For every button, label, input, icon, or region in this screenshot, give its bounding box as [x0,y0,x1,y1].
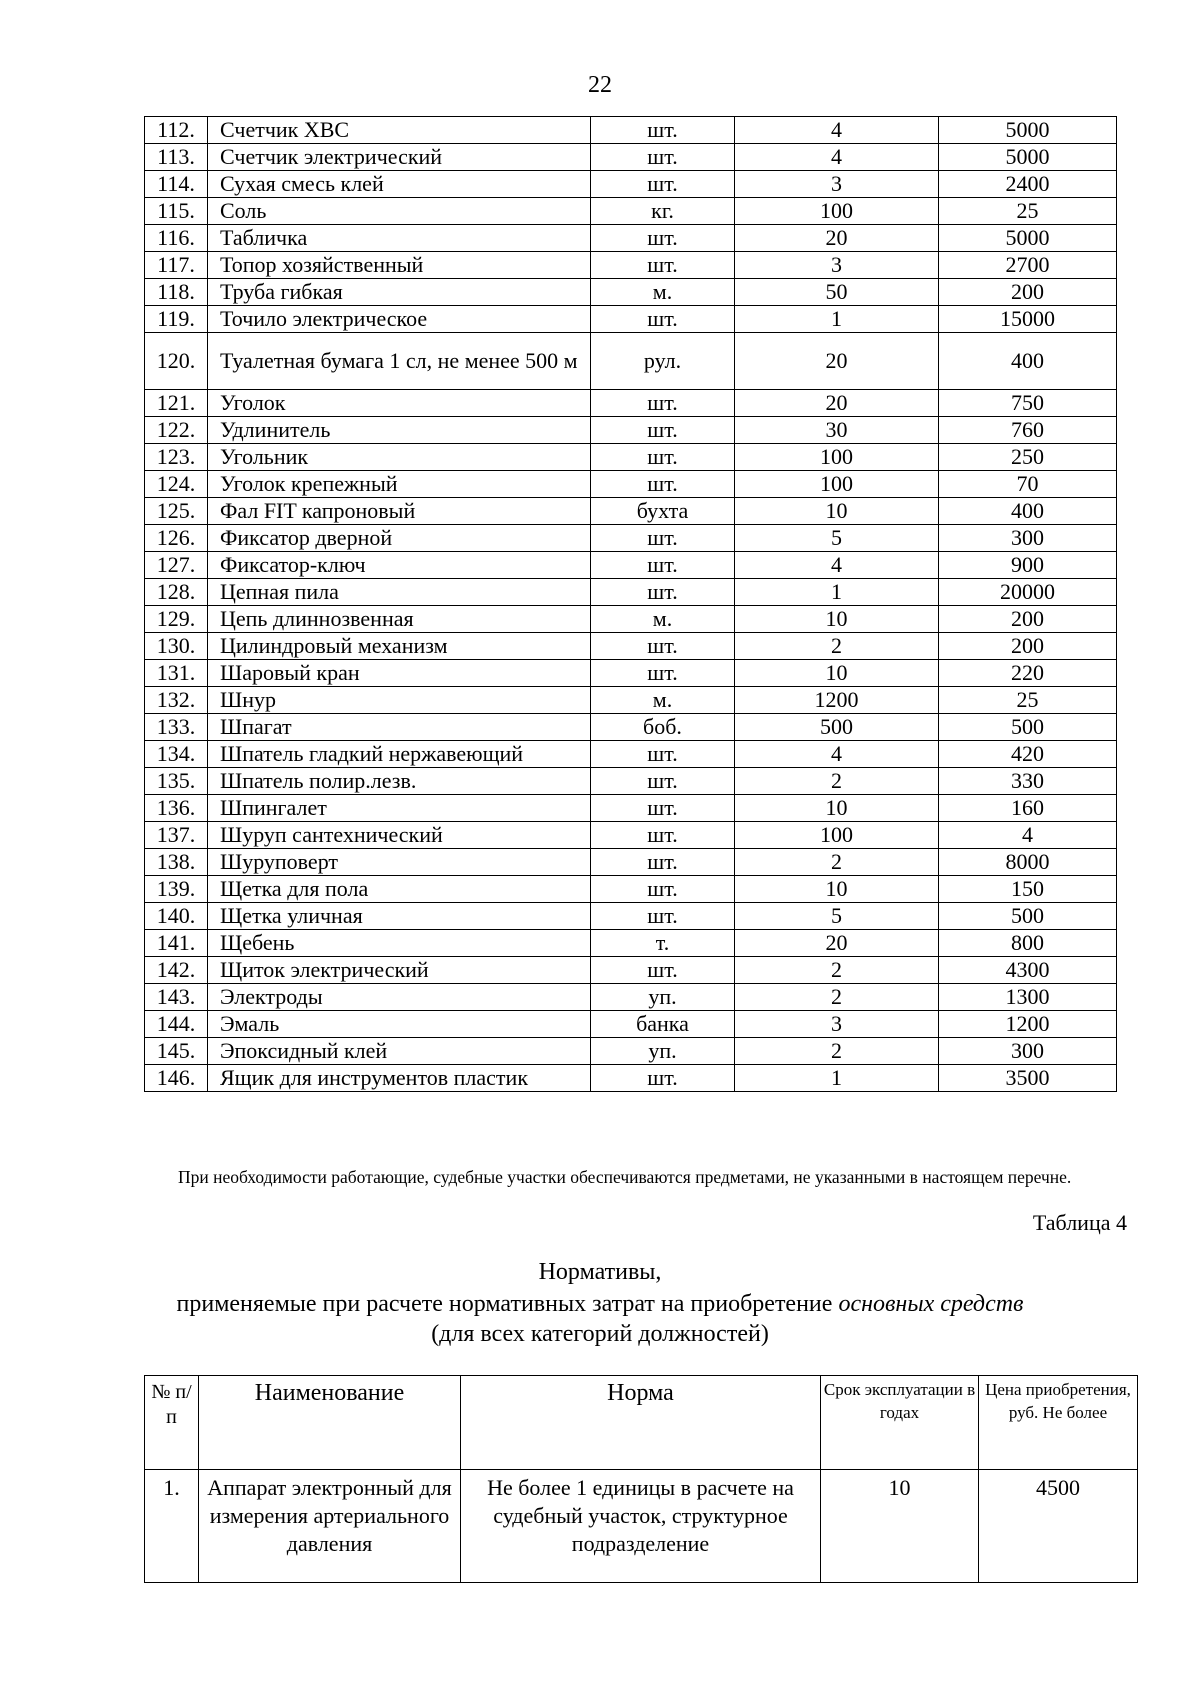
cell-num: 113. [145,144,208,171]
norms-table-row [145,1470,1138,1583]
norms-cell-term: 10 [821,1470,979,1583]
table-row [145,444,1117,471]
cell-num: 135. [145,768,208,795]
cell-num: 144. [145,1011,208,1038]
cell-qty: 2 [735,984,939,1011]
table-row [145,660,1117,687]
cell-price: 5000 [939,144,1117,171]
section-heading-subtitle [0,1291,1200,1318]
cell-price: 800 [939,930,1117,957]
table-row [145,252,1117,279]
cell-unit: шт. [591,822,735,849]
cell-num: 141. [145,930,208,957]
cell-name: Эмаль [208,1011,591,1038]
cell-qty: 1 [735,306,939,333]
cell-name: Шуруп сантехнический [208,822,591,849]
cell-unit: шт. [591,768,735,795]
cell-num: 133. [145,714,208,741]
cell-num: 136. [145,795,208,822]
table-row [145,930,1117,957]
cell-name: Точило электрическое [208,306,591,333]
cell-name: Шуруповерт [208,849,591,876]
cell-num: 137. [145,822,208,849]
table-row [145,741,1117,768]
cell-price: 1300 [939,984,1117,1011]
cell-price: 25 [939,687,1117,714]
cell-qty: 1 [735,579,939,606]
table-note: При необходимости работающие, судебные участки обеспечиваются предметами, не указанными в настоящем перечне. [178,1167,1072,1187]
cell-name: Шпингалет [208,795,591,822]
table-row [145,117,1117,144]
cell-unit: банка [591,1011,735,1038]
cell-unit: шт. [591,252,735,279]
cell-price: 420 [939,741,1117,768]
cell-qty: 100 [735,198,939,225]
cell-qty: 30 [735,417,939,444]
table-row [145,225,1117,252]
cell-num: 120. [145,333,208,390]
cell-unit: шт. [591,444,735,471]
cell-num: 117. [145,252,208,279]
cell-name: Шнур [208,687,591,714]
table-row [145,390,1117,417]
cell-name: Щетка для пола [208,876,591,903]
table-row [145,144,1117,171]
cell-num: 131. [145,660,208,687]
cell-num: 125. [145,498,208,525]
cell-name: Фиксатор-ключ [208,552,591,579]
cell-name: Щиток электрический [208,957,591,984]
table-row [145,795,1117,822]
table-row [145,687,1117,714]
cell-unit: шт. [591,876,735,903]
cell-qty: 2 [735,957,939,984]
cell-qty: 3 [735,171,939,198]
cell-qty: 10 [735,660,939,687]
table-row [145,714,1117,741]
section-heading-title: Нормативы, [538,1259,662,1285]
cell-price: 4300 [939,957,1117,984]
cell-qty: 20 [735,930,939,957]
cell-qty: 20 [735,333,939,390]
cell-name: Цепная пила [208,579,591,606]
cell-price: 2700 [939,252,1117,279]
cell-num: 118. [145,279,208,306]
cell-unit: шт. [591,660,735,687]
cell-price: 200 [939,279,1117,306]
cell-qty: 3 [735,252,939,279]
cell-name: Фиксатор дверной [208,525,591,552]
cell-name: Цепь длиннозвенная [208,606,591,633]
cell-name: Сухая смесь клей [208,171,591,198]
cell-unit: шт. [591,1065,735,1092]
cell-num: 123. [145,444,208,471]
cell-name: Туалетная бумага 1 сл, не менее 500 м [208,333,591,390]
cell-unit: боб. [591,714,735,741]
cell-num: 132. [145,687,208,714]
cell-name: Щетка уличная [208,903,591,930]
norms-cell-num: 1. [145,1470,199,1583]
table-row [145,822,1117,849]
cell-qty: 5 [735,903,939,930]
section-heading-note: (для всех категорий должностей) [431,1321,769,1347]
cell-name: Цилиндровый механизм [208,633,591,660]
cell-unit: шт. [591,903,735,930]
cell-qty: 2 [735,768,939,795]
cell-name: Ящик для инструментов пластик [208,1065,591,1092]
cell-num: 134. [145,741,208,768]
norms-table [144,1375,1138,1583]
cell-price: 200 [939,606,1117,633]
cell-unit: бухта [591,498,735,525]
table-row [145,606,1117,633]
cell-qty: 10 [735,606,939,633]
cell-unit: шт. [591,579,735,606]
cell-qty: 4 [735,117,939,144]
cell-price: 250 [939,444,1117,471]
cell-unit: рул. [591,333,735,390]
cell-price: 330 [939,768,1117,795]
cell-unit: м. [591,606,735,633]
table-row [145,633,1117,660]
cell-name: Шпагат [208,714,591,741]
cell-num: 116. [145,225,208,252]
cell-name: Шаровый кран [208,660,591,687]
cell-unit: шт. [591,471,735,498]
cell-qty: 10 [735,876,939,903]
cell-qty: 4 [735,552,939,579]
cell-price: 5000 [939,225,1117,252]
norms-table-header [145,1376,1138,1470]
cell-num: 127. [145,552,208,579]
cell-name: Счетчик ХВС [208,117,591,144]
cell-price: 4 [939,822,1117,849]
cell-unit: шт. [591,306,735,333]
cell-qty: 2 [735,633,939,660]
norms-cell-price: 4500 [979,1470,1138,1583]
table-row [145,903,1117,930]
cell-name: Шпатель гладкий нержавеющий [208,741,591,768]
cell-num: 146. [145,1065,208,1092]
cell-num: 130. [145,633,208,660]
cell-unit: шт. [591,795,735,822]
cell-qty: 3 [735,1011,939,1038]
cell-price: 760 [939,417,1117,444]
header-name: Наименование [199,1376,461,1470]
cell-price: 400 [939,498,1117,525]
cell-price: 750 [939,390,1117,417]
cell-unit: т. [591,930,735,957]
cell-name: Уголок [208,390,591,417]
items-table [144,116,1117,1092]
table-label: Таблица 4 [1032,1210,1127,1235]
cell-qty: 20 [735,225,939,252]
cell-unit: уп. [591,984,735,1011]
table-row [145,579,1117,606]
header-num: № п/ п [145,1376,199,1470]
table-row [145,984,1117,1011]
cell-price: 400 [939,333,1117,390]
cell-qty: 1200 [735,687,939,714]
cell-num: 140. [145,903,208,930]
cell-unit: шт. [591,117,735,144]
cell-qty: 10 [735,498,939,525]
cell-name: Удлинитель [208,417,591,444]
cell-qty: 100 [735,471,939,498]
page-number: 22 [588,72,612,98]
cell-unit: кг. [591,198,735,225]
table-row [145,498,1117,525]
cell-price: 300 [939,525,1117,552]
cell-unit: м. [591,279,735,306]
table-row [145,1038,1117,1065]
table-row [145,279,1117,306]
table-row [145,306,1117,333]
cell-unit: шт. [591,957,735,984]
table-row [145,525,1117,552]
cell-unit: шт. [591,171,735,198]
table-row [145,876,1117,903]
cell-num: 138. [145,849,208,876]
cell-price: 5000 [939,117,1117,144]
cell-price: 3500 [939,1065,1117,1092]
norms-cell-norm: Не более 1 единицы в расчете на судебный участок, структурное подразделение [461,1470,821,1583]
cell-qty: 50 [735,279,939,306]
cell-price: 70 [939,471,1117,498]
cell-price: 160 [939,795,1117,822]
table-row [145,957,1117,984]
cell-price: 220 [939,660,1117,687]
cell-unit: уп. [591,1038,735,1065]
cell-unit: шт. [591,417,735,444]
cell-unit: м. [591,687,735,714]
cell-name: Соль [208,198,591,225]
cell-num: 119. [145,306,208,333]
cell-num: 124. [145,471,208,498]
cell-price: 25 [939,198,1117,225]
table-row [145,417,1117,444]
cell-qty: 2 [735,1038,939,1065]
cell-name: Щебень [208,930,591,957]
cell-name: Уголок крепежный [208,471,591,498]
cell-unit: шт. [591,144,735,171]
cell-qty: 500 [735,714,939,741]
cell-price: 500 [939,714,1117,741]
cell-unit: шт. [591,525,735,552]
cell-qty: 20 [735,390,939,417]
cell-price: 15000 [939,306,1117,333]
cell-unit: шт. [591,849,735,876]
cell-qty: 4 [735,144,939,171]
heading-plain-text: применяемые при расчете нормативных затрат на приобретение [176,1291,839,1317]
cell-qty: 100 [735,444,939,471]
header-norm: Норма [461,1376,821,1470]
cell-price: 2400 [939,171,1117,198]
cell-qty: 5 [735,525,939,552]
cell-name: Счетчик электрический [208,144,591,171]
cell-num: 121. [145,390,208,417]
cell-num: 128. [145,579,208,606]
cell-qty: 4 [735,741,939,768]
cell-unit: шт. [591,741,735,768]
cell-unit: шт. [591,225,735,252]
cell-price: 300 [939,1038,1117,1065]
cell-name: Электроды [208,984,591,1011]
cell-unit: шт. [591,633,735,660]
cell-num: 139. [145,876,208,903]
table-row [145,1011,1117,1038]
cell-price: 20000 [939,579,1117,606]
cell-num: 122. [145,417,208,444]
cell-name: Угольник [208,444,591,471]
header-price: Цена приобретения, руб. Не более [979,1376,1138,1470]
cell-unit: шт. [591,390,735,417]
cell-price: 8000 [939,849,1117,876]
cell-num: 112. [145,117,208,144]
cell-name: Труба гибкая [208,279,591,306]
table-row [145,552,1117,579]
cell-name: Фал FIT капроновый [208,498,591,525]
cell-qty: 2 [735,849,939,876]
table-row [145,198,1117,225]
table-row [145,1065,1117,1092]
cell-num: 126. [145,525,208,552]
cell-name: Шпатель полир.лезв. [208,768,591,795]
cell-name: Топор хозяйственный [208,252,591,279]
cell-name: Табличка [208,225,591,252]
heading-italic-text: основных средств [838,1291,1024,1317]
cell-qty: 100 [735,822,939,849]
cell-price: 900 [939,552,1117,579]
table-row [145,471,1117,498]
cell-price: 200 [939,633,1117,660]
table-row [145,849,1117,876]
cell-name: Эпоксидный клей [208,1038,591,1065]
cell-price: 500 [939,903,1117,930]
cell-qty: 1 [735,1065,939,1092]
items-table-body [145,117,1117,1092]
cell-num: 145. [145,1038,208,1065]
cell-num: 142. [145,957,208,984]
cell-num: 115. [145,198,208,225]
table-row [145,333,1117,390]
cell-price: 1200 [939,1011,1117,1038]
table-row [145,768,1117,795]
table-row [145,171,1117,198]
norms-cell-name: Аппарат электронный для измерения артериального давления [199,1470,461,1583]
cell-num: 129. [145,606,208,633]
cell-num: 143. [145,984,208,1011]
cell-price: 150 [939,876,1117,903]
cell-unit: шт. [591,552,735,579]
cell-num: 114. [145,171,208,198]
cell-qty: 10 [735,795,939,822]
header-term: Срок эксплуатации в годах [821,1376,979,1470]
